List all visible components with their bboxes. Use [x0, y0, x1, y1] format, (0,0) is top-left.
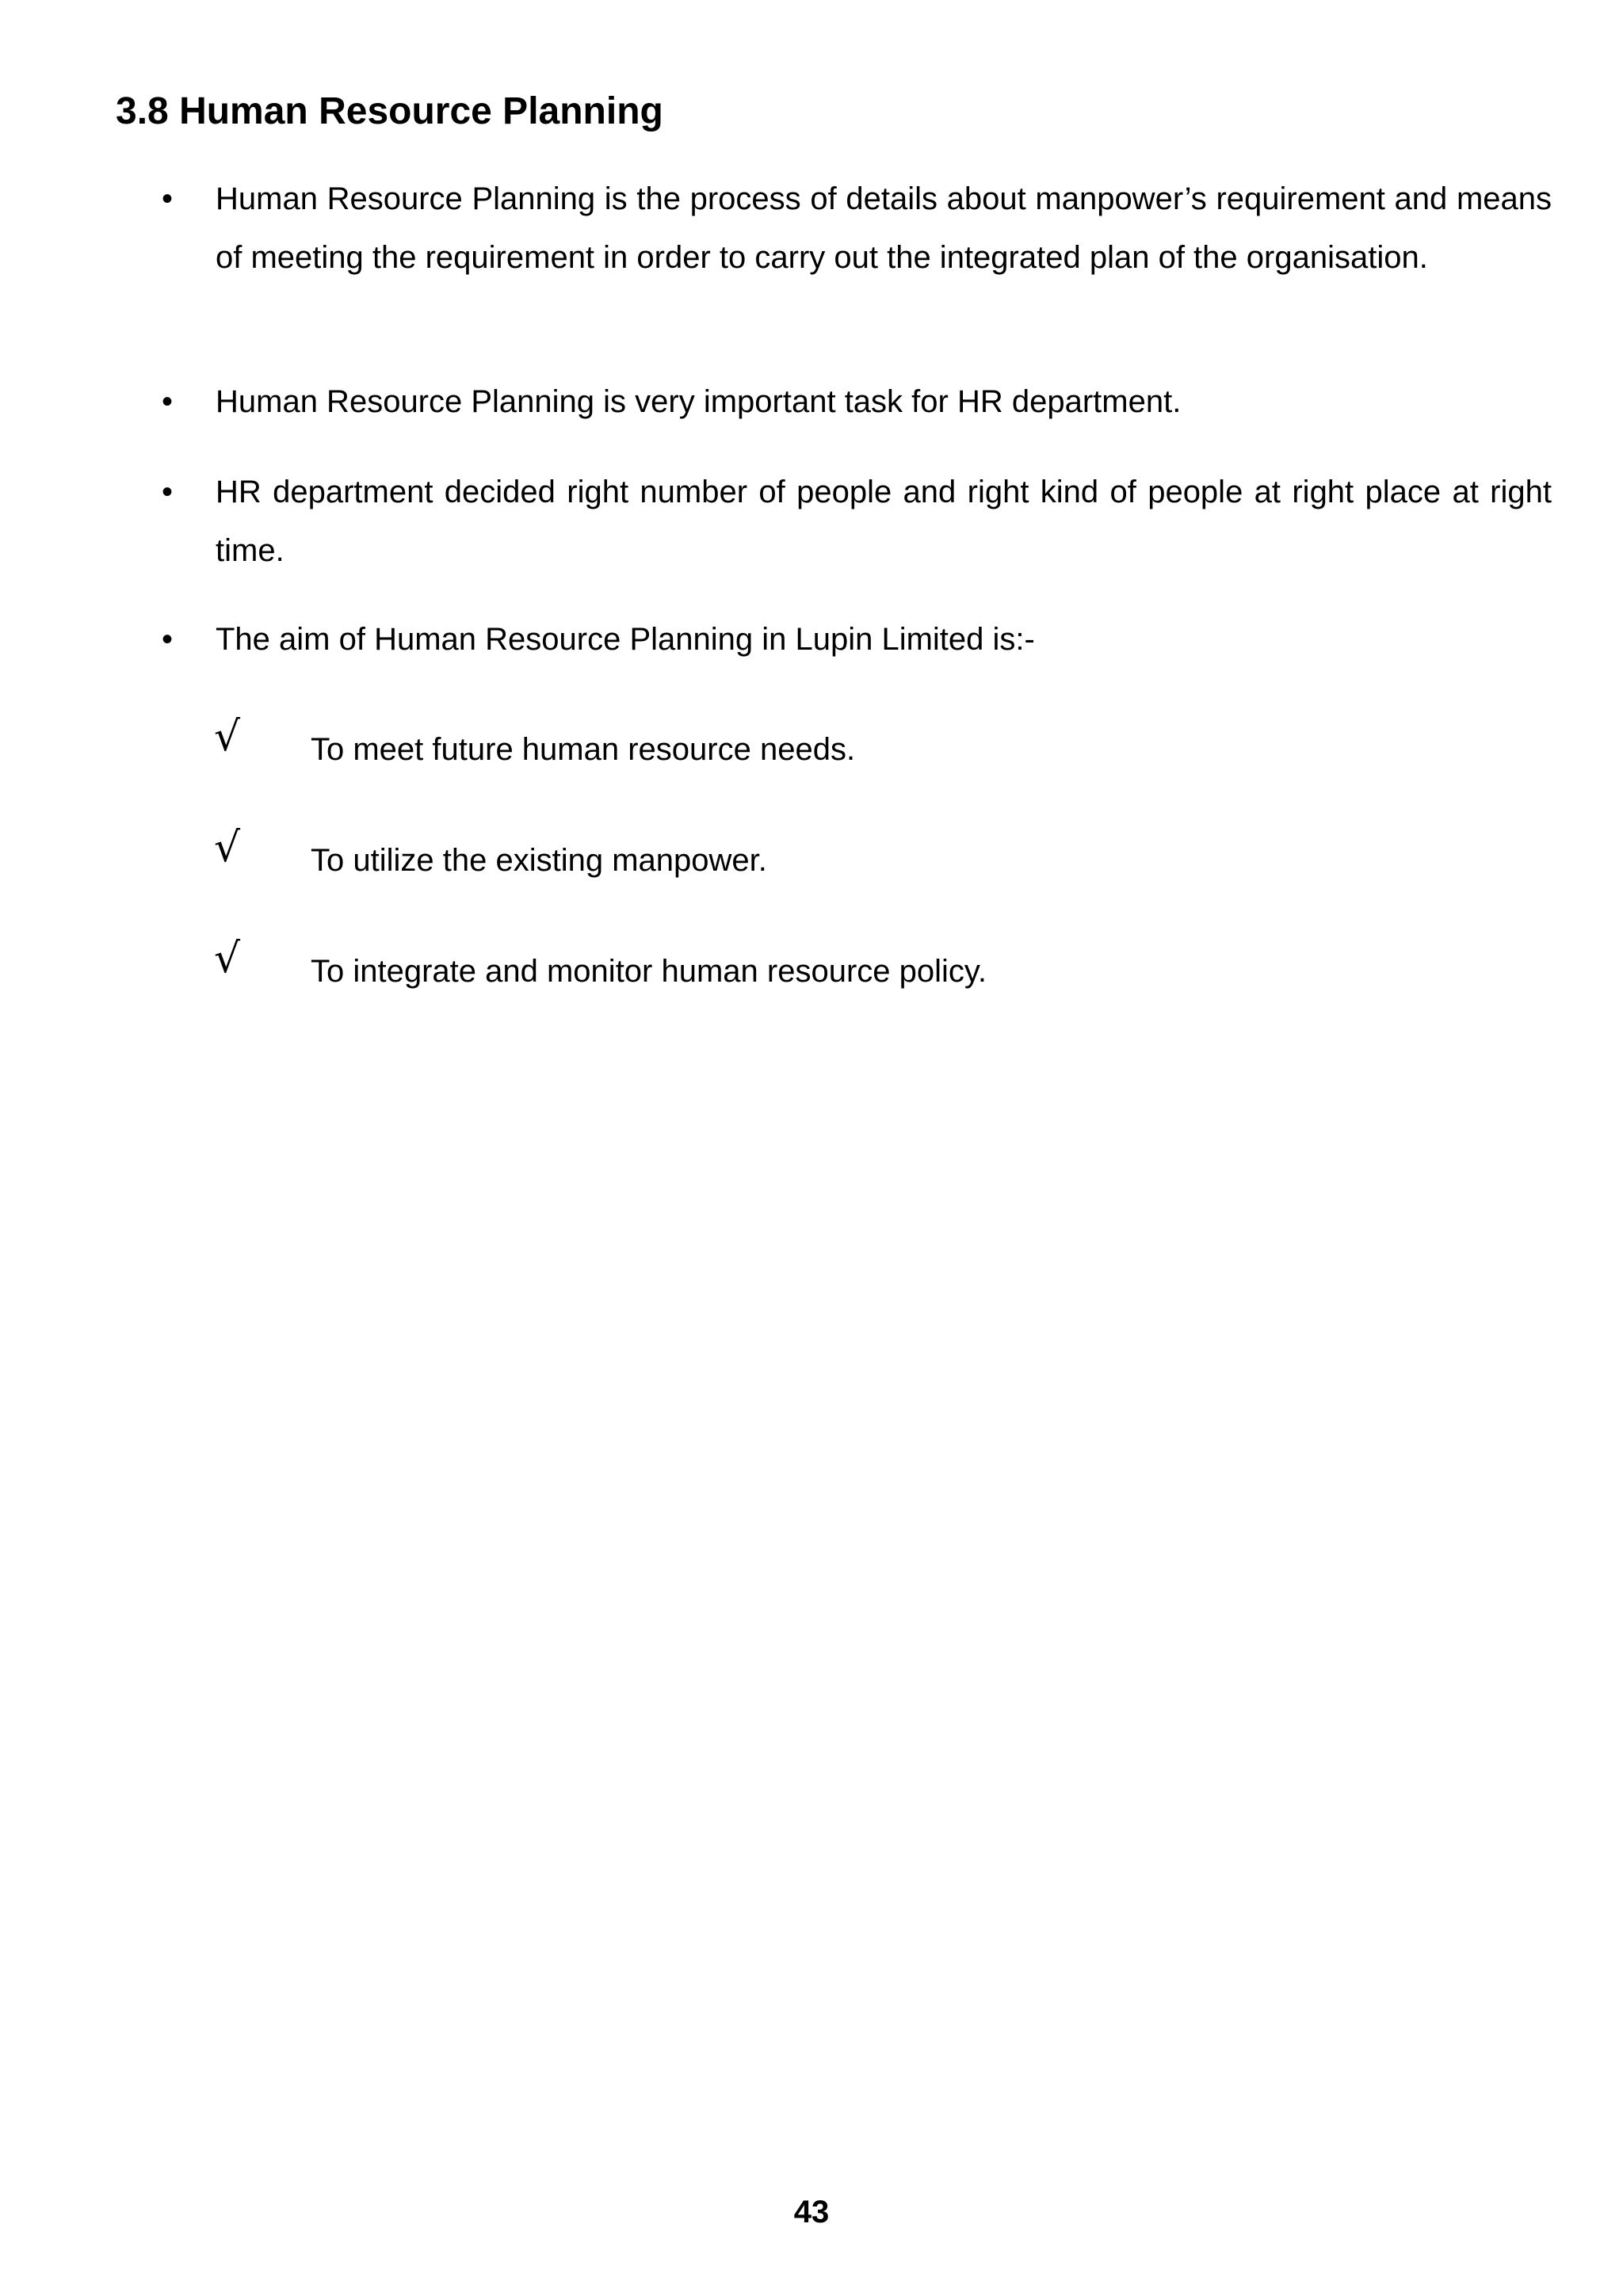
checkmark-icon: √ — [214, 713, 241, 761]
bullet-text: Human Resource Planning is the process of details about manpower’s requirement and means of meeting the requirement in order to carry out the integrated plan of the organisation. — [216, 181, 1552, 275]
aim-text: To utilize the existing manpower. — [311, 843, 767, 878]
aim-text: To integrate and monitor human resource policy. — [311, 954, 987, 989]
section-title: 3.8 Human Resource Planning — [116, 90, 663, 132]
bullet-icon: • — [162, 475, 174, 509]
bullet-text: The aim of Human Resource Planning in Lupin Limited is:- — [216, 622, 1035, 657]
aim-item — [214, 713, 1482, 776]
page-number: 43 — [793, 2195, 830, 2229]
bullet-text: Human Resource Planning is very important task for HR department. — [216, 384, 1182, 419]
aim-item — [214, 935, 1482, 998]
bullet-item — [162, 170, 1552, 287]
checkmark-icon: √ — [214, 824, 241, 871]
bullet-icon: • — [162, 384, 174, 419]
bullet-icon: • — [162, 181, 174, 216]
checkmark-icon: √ — [214, 935, 241, 982]
bullet-item — [162, 463, 1552, 580]
bullet-text: HR department decided right number of people and right kind of people at right place at right time. — [216, 475, 1552, 568]
bullet-item — [162, 372, 1552, 431]
bullet-item — [162, 610, 1552, 669]
aim-text: To meet future human resource needs. — [311, 732, 856, 767]
bullet-icon: • — [162, 622, 174, 657]
aim-item — [214, 824, 1482, 887]
